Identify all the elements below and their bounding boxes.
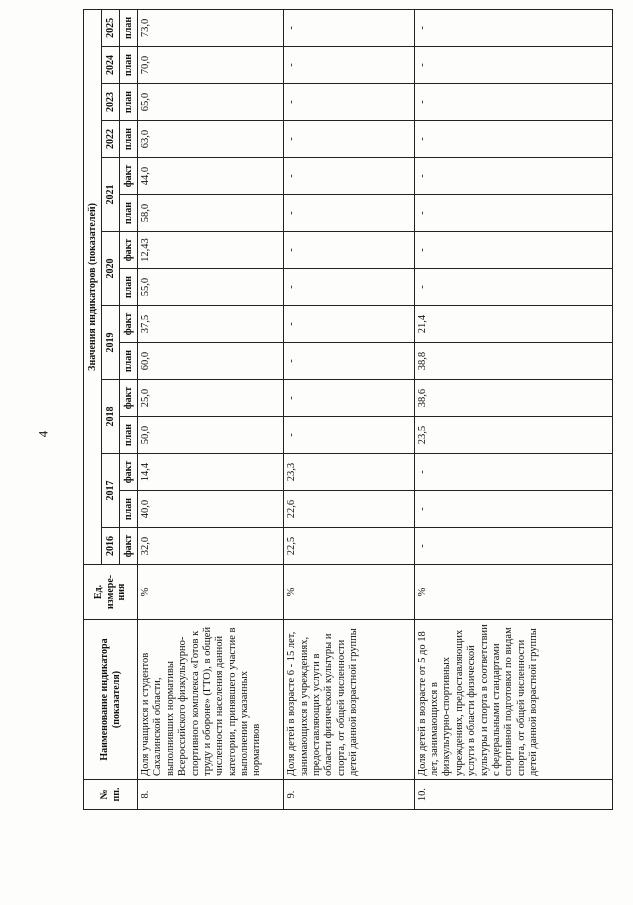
header-name: Наименование индикатора (показателя) xyxy=(84,620,138,780)
value-cell: 22,5 xyxy=(284,528,414,565)
value-cell: 38,8 xyxy=(414,343,612,380)
value-cell: - xyxy=(284,158,414,195)
indicator-name: Доля детей в возрасте 6 - 15 лет, занимающихся в учреждениях, предоставляющих услуги в области физической культуры и спорта, от общей численности детей данной возрастной группы xyxy=(284,620,414,780)
header-year-2017: 2017 xyxy=(102,454,120,528)
value-cell: - xyxy=(414,454,612,491)
value-cell: - xyxy=(414,232,612,269)
subheader-fact: факт xyxy=(120,380,138,417)
subheader-fact: факт xyxy=(120,232,138,269)
value-cell: - xyxy=(414,158,612,195)
value-cell: 12,43 xyxy=(138,232,284,269)
value-cell: 58,0 xyxy=(138,195,284,232)
value-cell: - xyxy=(284,417,414,454)
row-number: 8. xyxy=(138,780,284,810)
rotated-table-container xyxy=(83,10,613,810)
row-number: 9. xyxy=(284,780,414,810)
subheader-plan: план xyxy=(120,121,138,158)
subheader-plan: план xyxy=(120,47,138,84)
indicators-table xyxy=(83,9,613,810)
value-cell: 25,0 xyxy=(138,380,284,417)
page-number: 4 xyxy=(35,430,51,438)
value-cell: - xyxy=(414,9,612,46)
subheader-plan: план xyxy=(120,491,138,528)
subheader-fact: факт xyxy=(120,528,138,565)
value-cell: 55,0 xyxy=(138,269,284,306)
header-year-2025: 2025 xyxy=(102,9,120,46)
subheader-plan: план xyxy=(120,195,138,232)
header-year-2022: 2022 xyxy=(102,121,120,158)
value-cell: - xyxy=(284,343,414,380)
value-cell: 23,3 xyxy=(284,454,414,491)
value-cell: - xyxy=(284,84,414,121)
header-year-2019: 2019 xyxy=(102,306,120,380)
indicator-name: Доля детей в возрасте от 5 до 18 лет, занимающихся в физкультурно-спортивных учреждениях, предоставляющих услуги в области физической культуры и спорта в соответствии с федеральными стандартами спортивной подготовки по видам спорта, от общей численности детей данной возрастной группы xyxy=(414,620,612,780)
header-year-2023: 2023 xyxy=(102,84,120,121)
subheader-plan: план xyxy=(120,417,138,454)
value-cell: - xyxy=(284,232,414,269)
value-cell: 60,0 xyxy=(138,343,284,380)
value-cell: - xyxy=(284,380,414,417)
value-cell: 22,6 xyxy=(284,491,414,528)
subheader-plan: план xyxy=(120,343,138,380)
subheader-fact: факт xyxy=(120,158,138,195)
value-cell: 70,0 xyxy=(138,47,284,84)
value-cell: 37,5 xyxy=(138,306,284,343)
value-cell: 44,0 xyxy=(138,158,284,195)
row-number: 10. xyxy=(414,780,612,810)
value-cell: - xyxy=(284,47,414,84)
subheader-plan: план xyxy=(120,84,138,121)
value-cell: 32,0 xyxy=(138,528,284,565)
value-cell: - xyxy=(284,306,414,343)
value-cell: - xyxy=(414,84,612,121)
header-year-2021: 2021 xyxy=(102,158,120,232)
unit-cell: % xyxy=(284,565,414,620)
header-year-2016: 2016 xyxy=(102,528,120,565)
value-cell: - xyxy=(284,269,414,306)
value-cell: 14,4 xyxy=(138,454,284,491)
value-cell: - xyxy=(284,9,414,46)
table-row xyxy=(138,9,284,809)
value-cell: 73,0 xyxy=(138,9,284,46)
indicator-name: Доля учащихся и студентов Сахалинской области, выполнивших нормативы Всероссийского физкультурно-спортивного комплекса «Готов к труду и обороне» (ГТО), в общей численности населения данной категории, принявшего участие в выполнении указанных нормативов xyxy=(138,620,284,780)
value-cell: 40,0 xyxy=(138,491,284,528)
header-year-2024: 2024 xyxy=(102,47,120,84)
header-num: № пп. xyxy=(84,780,138,810)
value-cell: - xyxy=(414,269,612,306)
value-cell: - xyxy=(414,121,612,158)
value-cell: - xyxy=(414,491,612,528)
header-unit: Ед. измере-ния xyxy=(84,565,138,620)
value-cell: - xyxy=(414,528,612,565)
unit-cell: % xyxy=(138,565,284,620)
subheader-fact: факт xyxy=(120,454,138,491)
table-row xyxy=(284,9,414,809)
unit-cell: % xyxy=(414,565,612,620)
table-row xyxy=(414,9,612,809)
value-cell: - xyxy=(284,195,414,232)
subheader-fact: факт xyxy=(120,306,138,343)
header-year-2020: 2020 xyxy=(102,232,120,306)
subheader-plan: план xyxy=(120,269,138,306)
value-cell: - xyxy=(414,195,612,232)
value-cell: - xyxy=(414,47,612,84)
header-year-2018: 2018 xyxy=(102,380,120,454)
value-cell: 63,0 xyxy=(138,121,284,158)
value-cell: 23,5 xyxy=(414,417,612,454)
value-cell: - xyxy=(284,121,414,158)
value-cell: 50,0 xyxy=(138,417,284,454)
header-values-group: Значения индикаторов (показателей) xyxy=(84,9,102,564)
value-cell: 38,6 xyxy=(414,380,612,417)
value-cell: 21,4 xyxy=(414,306,612,343)
subheader-plan: план xyxy=(120,9,138,46)
value-cell: 65,0 xyxy=(138,84,284,121)
